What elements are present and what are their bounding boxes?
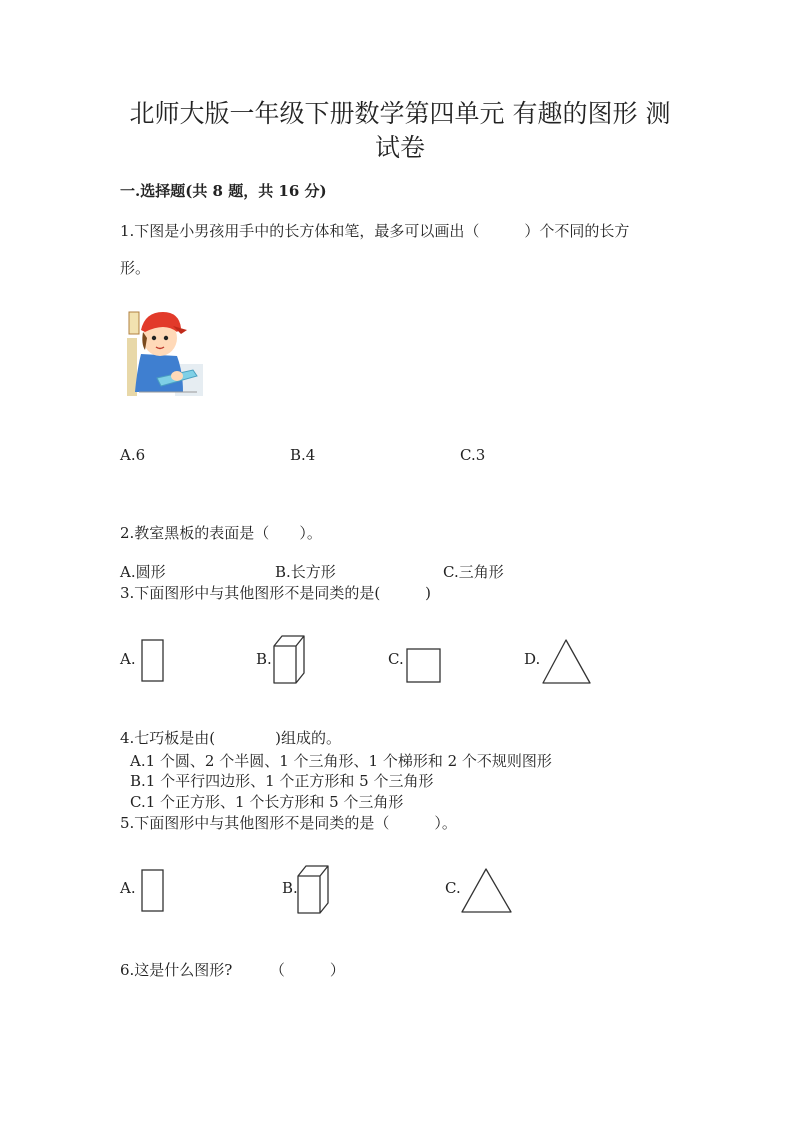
question-4: 4.七巧板是由( )组成的。: [120, 729, 342, 747]
q3-option-c-square-shape: [406, 648, 442, 684]
question-2: 2.教室黑板的表面是（ ）。: [120, 524, 322, 542]
question-5: 5.下面图形中与其他图形不是同类的是（ ）。: [120, 814, 457, 832]
section-heading: 一.选择题(共 8 题，共 16 分): [120, 182, 327, 200]
q4-option-c[interactable]: C.1 个正方形、1 个长方形和 5 个三角形: [130, 793, 404, 811]
question-6: 6.这是什么图形? （ ）: [120, 961, 345, 979]
boy-with-cuboid-illustration: [127, 308, 203, 396]
page-title-line1: 北师大版一年级下册数学第四单元 有趣的图形 测: [129, 99, 671, 128]
q4-option-b[interactable]: B.1 个平行四边形、1 个正方形和 5 个三角形: [130, 772, 434, 790]
q5-option-b-cuboid-shape: [297, 864, 331, 914]
q3-option-a-rectangle-shape: [141, 639, 165, 683]
q2-option-c[interactable]: C.三角形: [443, 563, 504, 581]
q1-option-c[interactable]: C.3: [460, 446, 486, 464]
q4-option-a[interactable]: A.1 个圆、2 个半圆、1 个三角形、1 个梯形和 2 个不规则图形: [130, 752, 552, 770]
question-1-line1: 1.下图是小男孩用手中的长方体和笔，最多可以画出（ ）个不同的长方: [120, 222, 630, 240]
q3-option-a-label[interactable]: A.: [120, 650, 136, 668]
q2-option-a[interactable]: A.圆形: [120, 563, 166, 581]
q3-option-c-label[interactable]: C.: [388, 650, 404, 668]
q3-option-d-triangle-shape: [542, 639, 592, 685]
q1-option-a[interactable]: A.6: [120, 446, 146, 464]
q5-option-a-rectangle-shape: [141, 869, 165, 913]
page-title-line2: 试卷: [374, 133, 425, 162]
q1-option-b[interactable]: B.4: [290, 446, 316, 464]
q3-option-d-label[interactable]: D.: [524, 650, 541, 668]
q3-option-b-cuboid-shape: [273, 634, 307, 684]
question-1-line2: 形。: [120, 259, 151, 277]
q5-option-c-triangle-shape: [461, 868, 513, 914]
q3-option-b-label[interactable]: B.: [256, 650, 272, 668]
q2-option-b[interactable]: B.长方形: [275, 563, 336, 581]
q5-option-b-label[interactable]: B.: [282, 879, 298, 897]
q5-option-c-label[interactable]: C.: [445, 879, 461, 897]
question-3: 3.下面图形中与其他图形不是同类的是( ): [120, 584, 432, 602]
q5-option-a-label[interactable]: A.: [120, 879, 136, 897]
